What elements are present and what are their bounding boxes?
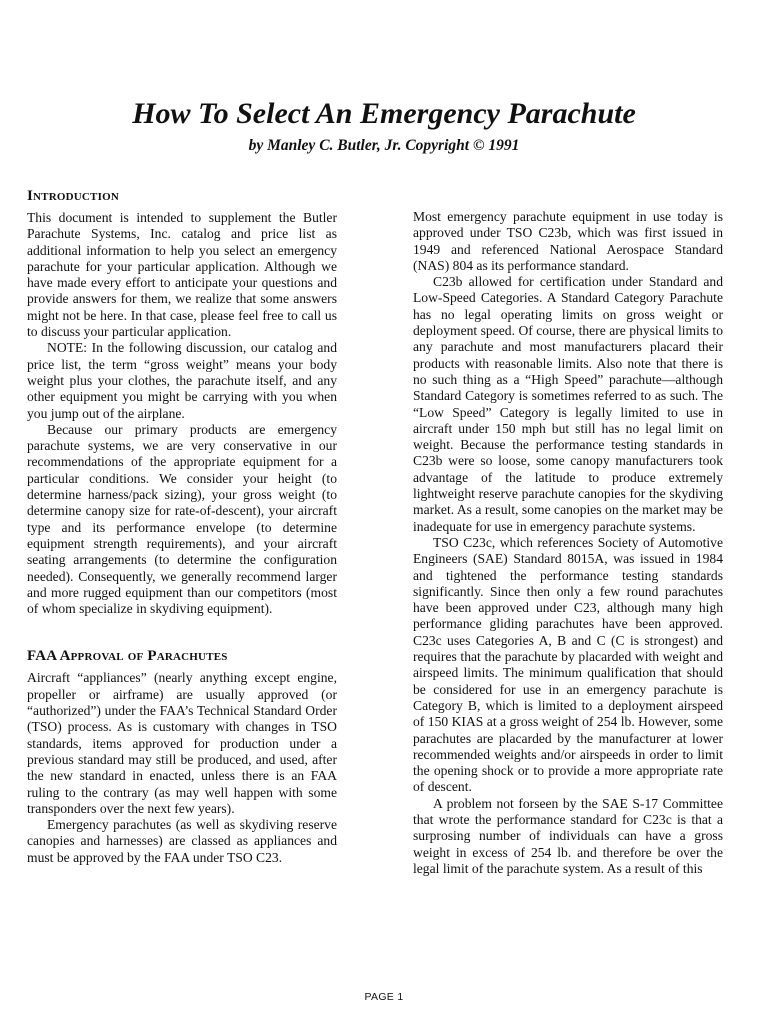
intro-paragraph-3: Because our primary products are emergency parachute systems, we are very conservative in our recommendations of the appropriate equipment for a particular conditions. We consider your height (to determine harness/pack sizing), your gross weight (to determine canopy size for rate-of-descent), your aircraft type and its performance envelope (to determine equipment strength requirements), and your aircraft seating arrangements (to determine the configuration needed). Consequently, we generally recommend larger and more rugged equipment than our competitors (most of whom specialize in skydiving equipment). <box>27 421 337 617</box>
right-paragraph-2: C23b allowed for certification under Standard and Low-Speed Categories. A Standard Category Parachute has no legal operating limits on gross weight or deployment speed. Of course, there are physical limits to any parachute and most manufacturers placard their products with reasonable limits. Also note that there is no such thing as a “High Speed” parachute—although Standard Category is sometimes referred to as such. The “Low Speed” Category is legally limited to use in aircraft under 150 mph but still has no legal limit on weight. Because the performance testing standards in C23b were so loose, some canopy manufacturers took advantage of the latitude to produce extremely lightweight reserve parachute canopies for the skydiving market. As a result, some canopies on the market may be inadequate for use in emergency parachute systems. <box>413 274 723 534</box>
faa-paragraph-2: Emergency parachutes (as well as skydiving reserve canopies and harnesses) are classed as appliances and must be approved by the FAA under TSO C23. <box>27 817 337 865</box>
faa-paragraph-1: Aircraft “appliances” (nearly anything except engine, propeller or airframe) are usually approved (or “authorized”) under the FAA’s Technical Standard Order (TSO) process. As is customary with changes in TSO standards, items approved for production under a previous standard may still be produced, and used, after the new standard in enacted, unless there is an FAA ruling to the contrary (as may well happen with some transponders over the next few years). <box>27 670 337 816</box>
right-column <box>413 209 723 877</box>
document-title: How To Select An Emergency Parachute <box>132 97 636 130</box>
intro-paragraph-2: NOTE: In the following discussion, our catalog and price list, the term “gross weight” means your body weight plus your clothes, the parachute itself, and any other equipment you might be carrying with you when you jump out of the airplane. <box>27 340 337 421</box>
author-byline: by Manley C. Butler, Jr. Copyright © 1991 <box>248 137 520 154</box>
left-column <box>27 186 337 866</box>
right-paragraph-3: TSO C23c, which references Society of Automotive Engineers (SAE) Standard 8015A, was issued in 1984 and tightened the performance testing standards significantly. Since then only a few round parachutes have been approved under C23, although many high performance gliding parachutes have been approved. C23c uses Categories A, B and C (C is strongest) and requires that the parachute by placarded with weight and airspeed limits. The minimum qualification that should be considered for use in an emergency parachute is Category B, which is limited to a deployment airspeed of 150 KIAS at a gross weight of 254 lb. However, some parachutes are placarded by the manufacturer at lower recommended weights and/or airspeeds in order to limit the opening shock or to provide a more appropriate rate of descent. <box>413 534 723 795</box>
introduction-heading: Introduction <box>27 188 119 204</box>
section-spacer <box>27 617 337 646</box>
faa-approval-heading: FAA Approval of Parachutes <box>27 648 228 665</box>
right-paragraph-1: Most emergency parachute equipment in use today is approved under TSO C23b, which was first issued in 1949 and referenced National Aerospace Standard (NAS) 804 as its performance standard. <box>413 209 723 273</box>
right-paragraph-4: A problem not forseen by the SAE S-17 Committee that wrote the performance standard for C23c is that a surprosing number of individuals can have a gross weight in excess of 254 lb. and therefore be over the legal limit of the parachute system. As a result of this <box>413 795 723 876</box>
intro-paragraph-1: This document is intended to supplement the Butler Parachute Systems, Inc. catalog and price list as additional information to help you select an emergency parachute for your particular application. Although we have made every effort to anticipate your questions and provide answers for them, we realize that some answers might not be here. In that case, please feel free to call us to discuss your particular application. <box>27 210 337 340</box>
page-number: PAGE 1 <box>364 991 404 1003</box>
